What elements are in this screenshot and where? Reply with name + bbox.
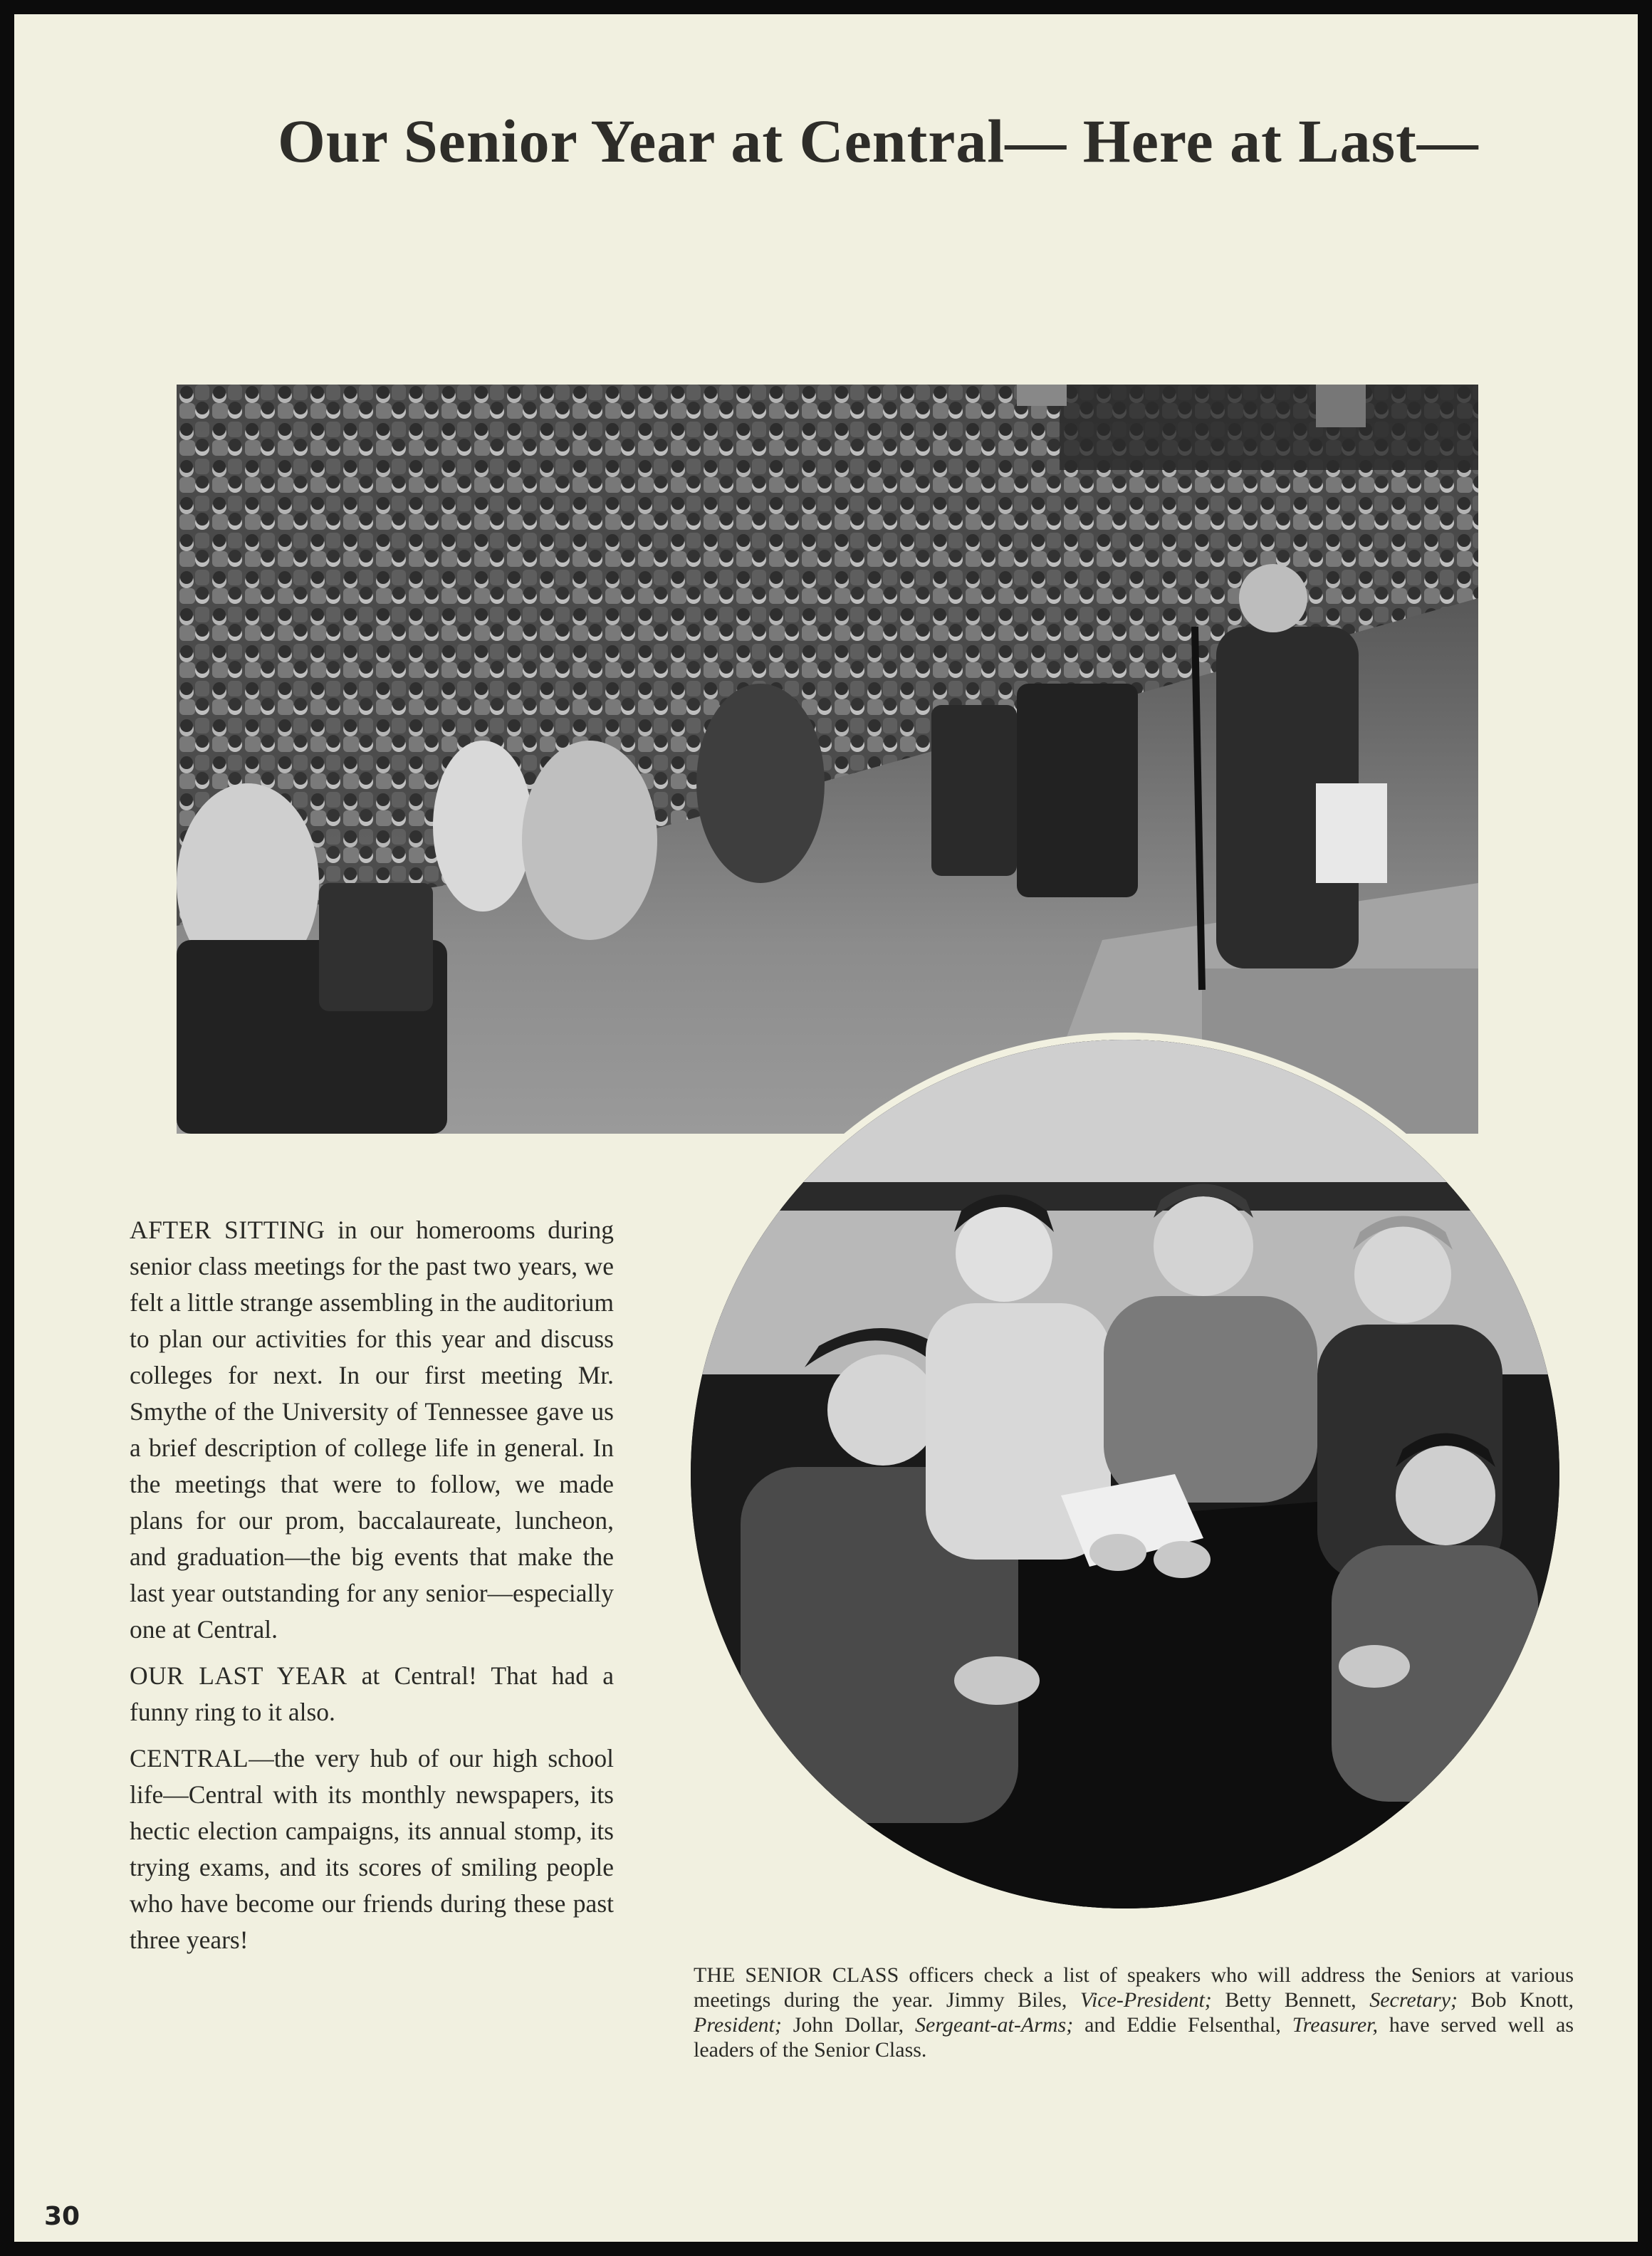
caption-text: have served well as leaders of the Senior Class. xyxy=(694,2013,1574,2062)
auditorium-photo-image xyxy=(177,385,1478,1134)
officers-photo xyxy=(691,1040,1559,1908)
auditorium-photo xyxy=(177,385,1478,1134)
paragraph-3-lead: CENTRAL xyxy=(130,1744,249,1772)
caption-text: Bob Knott, xyxy=(1458,1988,1574,2012)
officers-photo-image xyxy=(691,1040,1559,1908)
paragraph-1-text: in our homerooms during senior class meetings for the past two years, we felt a little strange assembling in the auditorium to plan our activities for this year and discuss colleges for next. In our first meeting Mr. Smythe of the University of Tennessee gave us a brief description of college life in general. In the meetings that were to follow, we made plans for our prom, baccalaureate, luncheon, and graduation—the big events that make the last year outstanding for any senior—especially one at Central. xyxy=(130,1216,614,1644)
body-text xyxy=(130,1212,614,1968)
paragraph-1 xyxy=(130,1212,614,1648)
paragraph-2-text: at Central! That had a funny ring to it also. xyxy=(130,1661,614,1726)
paragraph-3 xyxy=(130,1740,614,1958)
caption-role: Secretary; xyxy=(1369,1988,1458,2012)
caption-role: Vice-President; xyxy=(1079,1988,1212,2012)
yearbook-page xyxy=(14,14,1638,2242)
officers-photo-caption xyxy=(694,1963,1574,2062)
caption-text: officers check a list of speakers who will address the Seniors at various meetings during the year. Jimmy Biles, xyxy=(694,1963,1574,2012)
page-number: 30 xyxy=(44,2202,80,2231)
caption-text: Betty Bennett, xyxy=(1211,1988,1370,2012)
caption-text: and Eddie Felsenthal, xyxy=(1073,2013,1292,2037)
caption-role: Treasurer, xyxy=(1292,2013,1379,2037)
page-title: Our Senior Year at Central— Here at Last— xyxy=(278,107,1479,175)
caption-role: Sergeant-at-Arms; xyxy=(915,2013,1074,2037)
caption-role: President; xyxy=(694,2013,782,2037)
paragraph-2 xyxy=(130,1658,614,1730)
caption-text: John Dollar, xyxy=(781,2013,916,2037)
paragraph-2-lead: OUR LAST YEAR xyxy=(130,1661,347,1690)
paragraph-1-lead: AFTER SITTING xyxy=(130,1216,325,1244)
caption-lead: THE SENIOR CLASS xyxy=(694,1963,899,1987)
paragraph-3-text: —the very hub of our high school life—Central with its monthly newspapers, its hectic election campaigns, its annual stomp, its trying exams, and its scores of smiling people who have become our friends during these past three years! xyxy=(130,1744,614,1954)
